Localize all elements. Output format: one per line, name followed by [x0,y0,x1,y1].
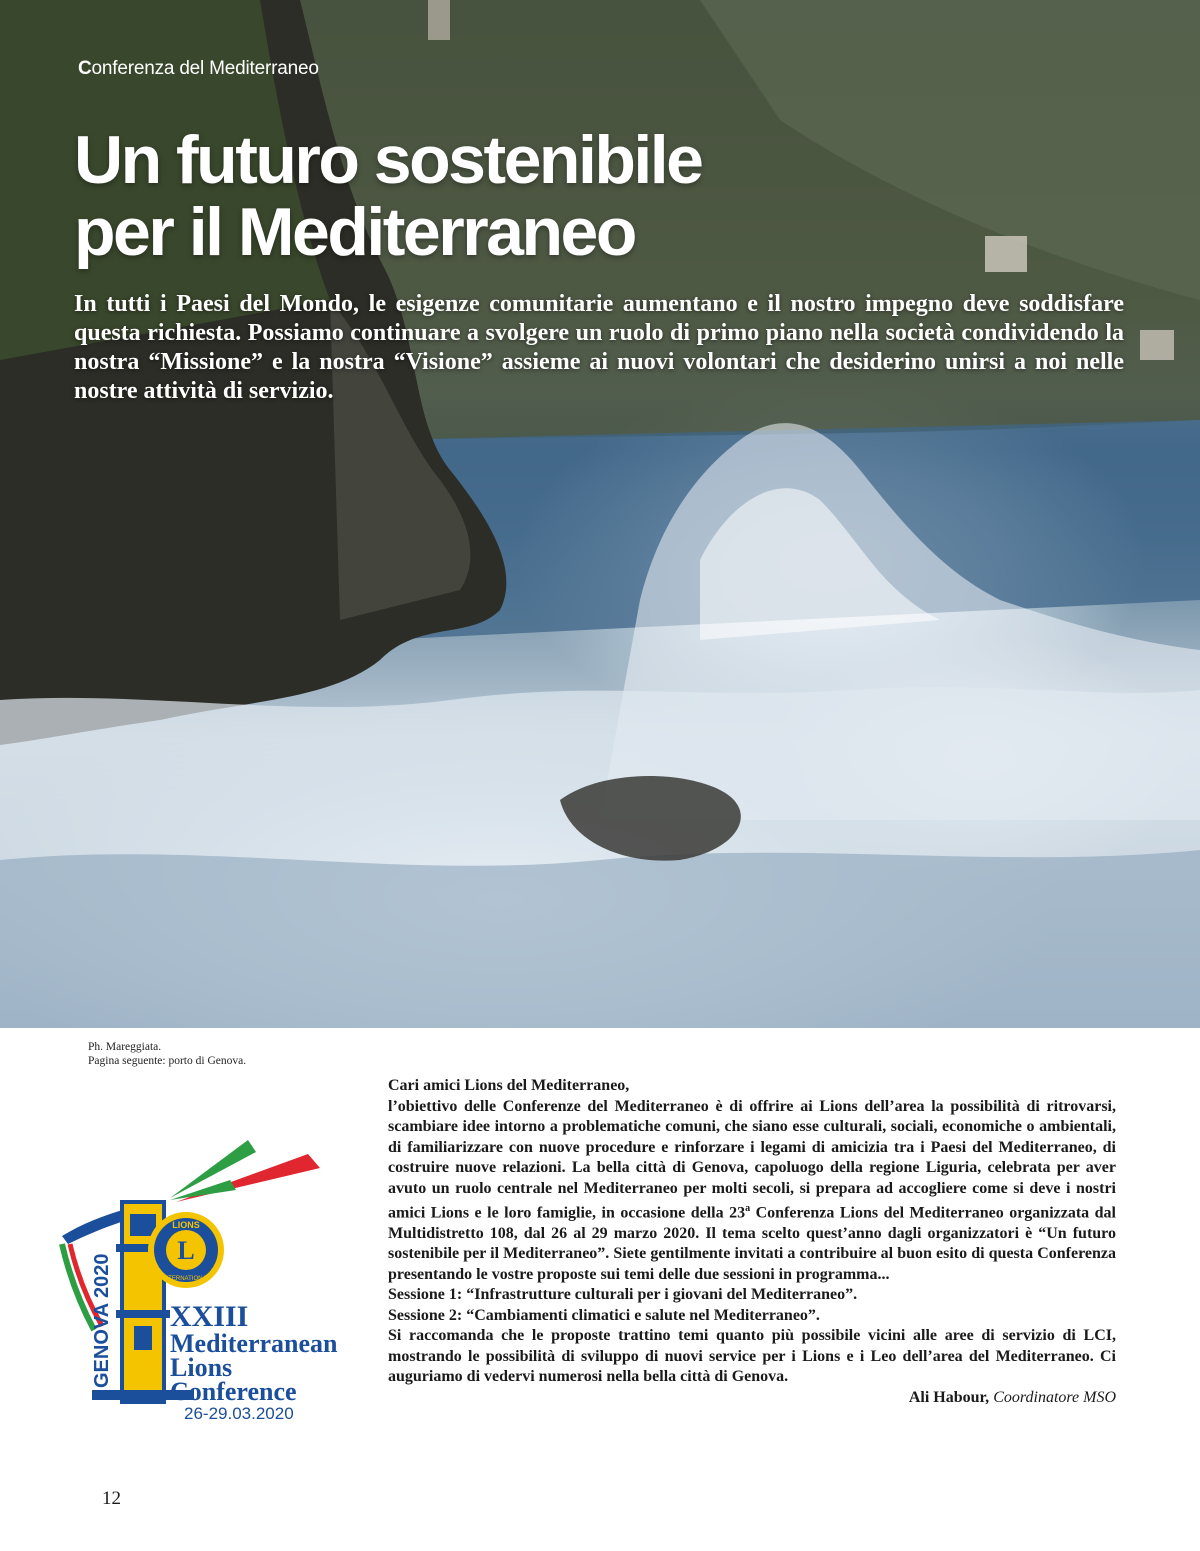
letter-body [388,1076,1116,1408]
title-line-2: per il Mediterraneo [74,194,635,270]
svg-text:L: L [177,1236,195,1265]
conference-logo [58,1140,378,1420]
logo-line-2: Mediterranean [170,1329,338,1358]
svg-text:LIONS: LIONS [172,1220,200,1230]
photo-caption: Ph. Mareggiata. Pagina seguente: porto di Genova. [88,1041,247,1067]
logo-dates: 26-29.03.2020 [184,1404,294,1420]
letter-closing: Si raccomanda che le proposte trattino temi quanto più possibile vicini alle aree di servizio di LCI, mostrando le possibilità di sviluppo di nuovi service per i Lions e i Leo dell’area del Mediterraneo. Ci auguriamo di vedervi numerosi nella bella città di Genova. [388,1327,1116,1386]
lions-emblem-icon [148,1212,224,1288]
page-title [74,124,702,268]
section-label: Conferenza del Mediterraneo [78,58,319,79]
letter-session-1: Sessione 1: “Infrastrutture culturali per i giovani del Mediterraneo”. [388,1286,858,1304]
logo-side-text: GENOVA 2020 [91,1253,113,1388]
page-number: 12 [102,1488,121,1509]
logo-line-4: Conference [170,1377,297,1406]
beam-green-2 [170,1180,236,1200]
title-line-1: Un futuro sostenibile [74,122,702,198]
logo-line-3: Lions [170,1353,233,1382]
svg-text:INTERNATIONAL: INTERNATIONAL [162,1276,210,1282]
arc-green [62,1244,94,1330]
letter-greeting: Cari amici Lions del Mediterraneo, [388,1077,630,1094]
lead-paragraph: In tutti i Paesi del Mondo, le esigenze comunitarie aumentano e il nostro impegno deve soddisfare questa richiesta. Possiamo continuare a svolgere un ruolo di primo piano nella società condividendo la nostra “Missione” e la nostra “Visione” assieme ai nuovi volontari che desiderino unirsi a noi nelle nostre attività di servizio. [74,291,1124,404]
logo-line-1: XXIII [170,1300,249,1333]
letter-paragraph: l’obiettivo delle Conferenze del Mediterraneo è di offrire ai Lions dell’area la possibilità di ritrovarsi, scambiare idee intorno a problematiche comuni, che siano esse culturali, sociali, economiche o ambientali, di familiarizzare con nuove procedure e rinforzare i legami di amicizia tra i Paesi del Mediterraneo, di costruire nuove relazioni. La bella città di Genova, capoluogo della regione Liguria, celebrata per aver avuto un ruolo centrale nel Mediterraneo per molti secoli, si prepara ad accogliere come si deve i nostri amici Lions e le loro famiglie, in occasione della 23$^a$ Conferenza Lions del Mediterraneo organizzata dal Multidistretto 108, dal 26 al 29 marzo 2020. Il tema scelto quest’anno dagli organizzatori è “Un futuro sostenibile per il Mediterraneo”. Siete gentilmente invitati a contribuire al buon esito di questa Conferenza presentando le vostre proposte sui temi delle due sessioni in programma... [388,1097,1117,1283]
letter-signature: Ali Habour, Coordinatore MSO [908,1388,1116,1406]
letter-session-2: Sessione 2: “Cambiamenti climatici e salute nel Mediterraneo”. [388,1306,820,1324]
